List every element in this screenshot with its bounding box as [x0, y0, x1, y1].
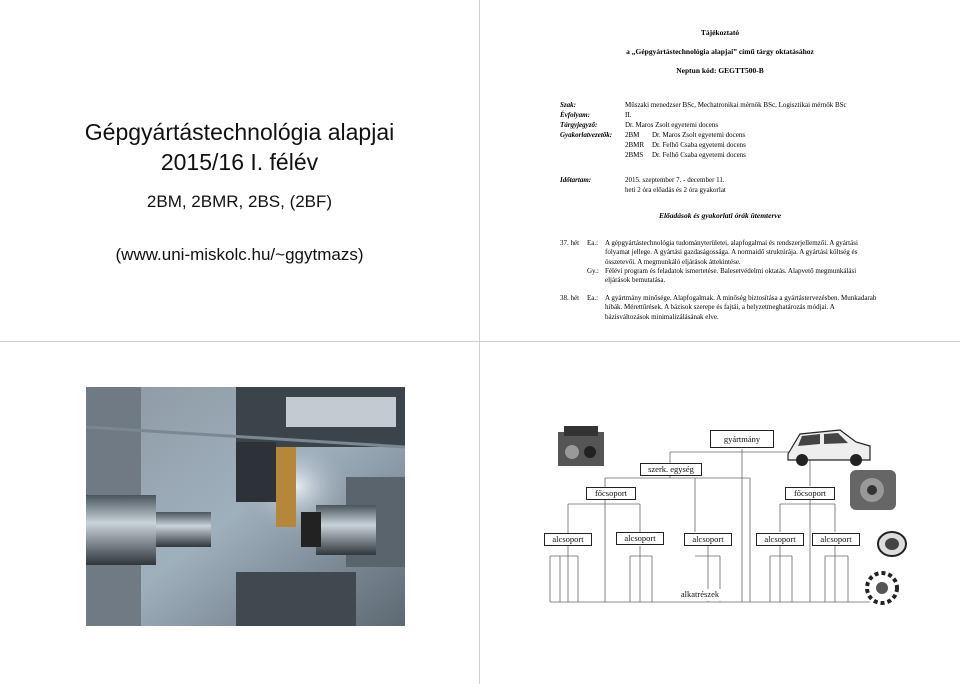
- szak-value: Műszaki menedzser BSc, Mechatronikai mérnök BSc, Logisztikai mérnök BSc: [625, 101, 847, 109]
- evfolyam-label: Évfolyam:: [560, 111, 590, 119]
- node-alcsoport-4: alcsoport: [756, 533, 804, 546]
- semester: 2015/16 I. félév: [160, 149, 319, 175]
- node-gyartmany: gyártmány: [710, 430, 774, 448]
- gyak-label: Gyakorlatvezetők:: [560, 131, 613, 139]
- gyak-group-1: 2BM: [625, 131, 640, 139]
- szak-label: Szak:: [560, 101, 576, 109]
- cnc-lathe-illustration: [86, 387, 405, 626]
- product-structure-diagram: [480, 342, 960, 684]
- node-szerk-egyseg: szerk. egység: [640, 463, 702, 476]
- gyak-name-2: Dr. Felhő Csaba egyetemi docens: [652, 141, 746, 149]
- targyjegyzo-label: Tárgyjegyző:: [560, 121, 598, 129]
- week37-label: 37. hét: [560, 239, 580, 247]
- course-title: Gépgyártástechnológia alapjai: [84, 119, 395, 145]
- week37-gy-text: Félévi program és feladatok ismertetése. Balesetvédelmi oktatás. Alapvető megmunkálási eljárások bemutatása.: [605, 267, 857, 285]
- week37-ea-label: Ea.:: [587, 239, 599, 247]
- node-alcsoport-5: alcsoport: [812, 533, 860, 546]
- tree-connectors: [480, 342, 960, 684]
- idotartam-dates: 2015. szeptember 7. - december 11.: [625, 176, 725, 184]
- doc-neptun: Neptun kód: GEGTT500-B: [676, 66, 764, 75]
- groups: 2BM, 2BMR, 2BS, (2BF): [146, 192, 333, 211]
- week38-label: 38. hét: [560, 294, 580, 302]
- engine-icon: [558, 426, 604, 466]
- schedule-title: Előadások és gyakorlati órák ütemterve: [658, 211, 782, 220]
- gyak-group-2: 2BMR: [625, 141, 645, 149]
- node-alcsoport-1: alcsoport: [544, 533, 592, 546]
- doc-subheading: a „Gépgyártástechnológia alapjai” című tárgy oktatásához: [626, 47, 814, 56]
- gyak-name-3: Dr. Felhő Csaba egyetemi docens: [652, 151, 746, 159]
- targyjegyzo-value: Dr. Maros Zsolt egyetemi docens: [625, 121, 719, 129]
- node-alkatreszek: alkatrészek: [665, 589, 735, 601]
- sprocket-icon: [867, 573, 897, 603]
- node-alcsoport-3: alcsoport: [684, 533, 732, 546]
- gyak-name-1: Dr. Maros Zsolt egyetemi docens: [652, 131, 746, 139]
- website-link[interactable]: (www.uni-miskolc.hu/~ggytmazs): [115, 245, 364, 264]
- node-focsoport-left: főcsoport: [586, 487, 636, 500]
- doc-heading: Tájékoztató: [700, 28, 740, 37]
- week38-ea-text: A gyártmány minősége. Alapfogalmak. A minőség biztosítása a gyártástervezésben. Munkadarab hibák. Mérettűrések. A bázisok szerepe és fajtái, a helyzetmeghatározás módjai. A bázisváltozások minimalizálásának elve.: [605, 294, 877, 321]
- car-icon: [788, 430, 870, 466]
- week38-ea-label: Ea.:: [587, 294, 599, 302]
- cnc-machine-photo: [86, 387, 405, 626]
- gearbox-icon: [850, 470, 896, 510]
- evfolyam-value: II.: [625, 111, 632, 119]
- week37-gy-label: Gy.:: [587, 267, 599, 275]
- slide-title: [0, 0, 479, 341]
- node-alcsoport-2: alcsoport: [616, 532, 664, 545]
- slide-info-document: [480, 0, 960, 341]
- gyak-group-3: 2BMS: [625, 151, 644, 159]
- idotartam-label: Időtartam:: [560, 176, 592, 184]
- node-focsoport-right: főcsoport: [785, 487, 835, 500]
- bearing-icon: [878, 532, 906, 556]
- week37-ea-text: A gépgyártástechnológia tudományterületei, alapfogalmai és rendszerjellemzői. A gyártási folyamat jellege. A gyártási gazdaságossága. A normaidő struktúrája. A gyártási költség és összetevői. A megmunkáló eljárások áttekintése.: [605, 239, 858, 266]
- idotartam-hours: heti 2 óra előadás és 2 óra gyakorlat: [625, 186, 726, 194]
